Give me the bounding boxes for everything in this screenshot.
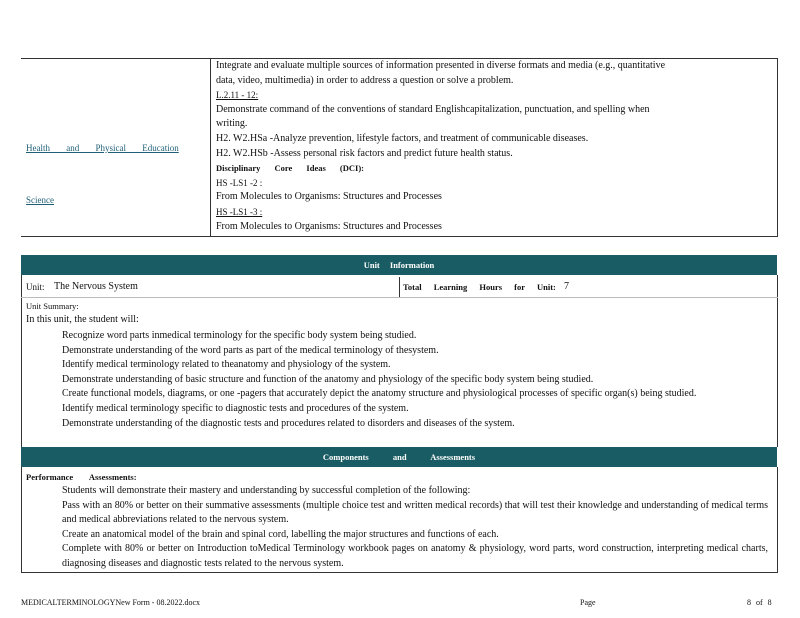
list-item: Pass with an 80% or better on their summative assessments (multiple choice test and written medical records) that will test their knowledge and understanding of medical terms and medical abbreviations related to the nervous system. — [62, 499, 768, 526]
unit-value: The Nervous System — [54, 281, 138, 292]
list-item: Demonstrate understanding of the diagnostic tests and procedures related to disorders and diseases of the system. — [62, 417, 515, 429]
unit-summary-list — [26, 329, 774, 431]
standard-line: H2. W2.HSb -Assess personal risk factors and predict future health status. — [216, 147, 513, 159]
components-list — [26, 484, 768, 572]
list-item: Identify medical terminology specific to diagnostic tests and procedures of the system. — [62, 402, 409, 414]
standard-line: Demonstrate command of the conventions of standard Englishcapitalization, punctuation, and spelling when — [216, 103, 650, 115]
unit-intro: In this unit, the student will: — [26, 314, 139, 325]
standards-right-border — [777, 58, 778, 236]
list-item: Students will demonstrate their mastery and understanding by successful completion of the following: — [62, 485, 471, 496]
unit-row-divider — [399, 277, 400, 297]
footer-filename: MEDICALTERMINOLOGYNew Form - 08.2022.docx — [21, 598, 201, 607]
dci-heading: Disciplinary Core Ideas (DCI): — [216, 163, 364, 174]
health-pe-link[interactable]: Health and Physical Education — [26, 143, 179, 153]
list-item: Create functional models, diagrams, or one -pagers that accurately depict the anatomy structure and physiological processes of specific organ(s) being studied. — [62, 388, 697, 400]
components-right-border — [777, 467, 778, 572]
standards-divider — [210, 58, 211, 236]
list-item: Demonstrate understanding of basic structure and function of the anatomy and physiology of the specific body system being studied. — [62, 373, 594, 385]
standard-line: data, video, multimedia) in order to address a question or solve a problem. — [216, 74, 514, 86]
standards-bottom-border — [21, 236, 778, 237]
standard-code: HS -LS1 -2 : — [216, 177, 263, 188]
science-link[interactable]: Science — [26, 195, 54, 205]
standard-line: From Molecules to Organisms: Structures and Processes — [216, 220, 442, 232]
components-bottom-border — [21, 572, 778, 573]
standard-code: L.2.11 - 12: — [216, 90, 259, 101]
components-header: Components and Assessments — [21, 447, 777, 467]
components-left-border — [21, 467, 22, 572]
unit-label: Unit: — [26, 282, 45, 292]
hours-label: Total Learning Hours for Unit: — [403, 282, 556, 292]
unit-left-border — [21, 275, 22, 447]
list-item: Create an anatomical model of the brain and spinal cord, labelling the major structures and functions of each. — [62, 528, 499, 540]
footer-page-number: 8 of 8 — [747, 598, 772, 607]
standard-line: Integrate and evaluate multiple sources of information presented in diverse formats and media (e.g., quantitative — [216, 60, 666, 71]
unit-row-bottom — [21, 297, 778, 298]
standards-text — [216, 59, 772, 234]
unit-right-border — [777, 275, 778, 447]
unit-information-header: Unit Information — [21, 255, 777, 275]
standard-line: writing. — [216, 118, 248, 130]
list-item: Recognize word parts inmedical terminology for the specific body system being studied. — [62, 330, 417, 341]
standard-line: From Molecules to Organisms: Structures and Processes — [216, 191, 442, 203]
standard-line: H2. W2.HSa -Analyze prevention, lifestyle factors, and treatment of communicable diseases. — [216, 132, 589, 144]
list-item: Demonstrate understanding of the word parts as part of the medical terminology of thesystem. — [62, 344, 439, 356]
footer-page-label: Page — [580, 598, 596, 607]
performance-label: Performance Assessments: — [26, 472, 137, 482]
standard-code: HS -LS1 -3 : — [216, 206, 263, 217]
list-item: Identify medical terminology related to theanatomy and physiology of the system. — [62, 359, 391, 371]
hours-value: 7 — [564, 281, 569, 292]
unit-summary-label: Unit Summary: — [26, 301, 79, 311]
list-item: Complete with 80% or better on Introduction toMedical Terminology workbook pages on anatomy & physiology, word parts, word construction, interpreting medical charts, diagnosing diseases and diagnostic tests related to the nervous system. — [62, 543, 768, 569]
